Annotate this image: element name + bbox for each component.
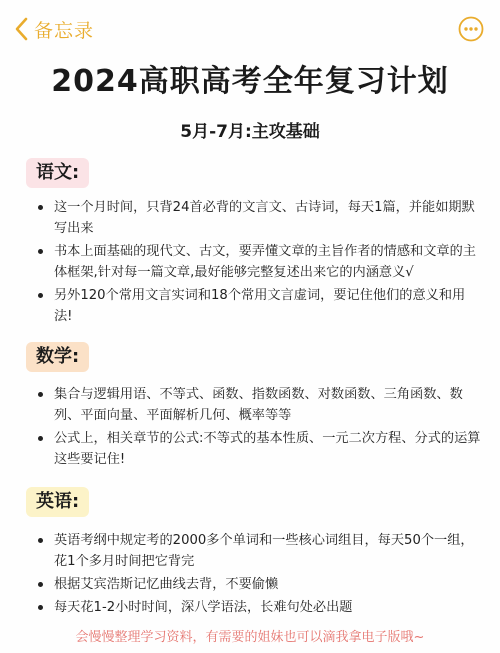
list-item: 英语考纲中规定考的2000多个单词和一些核心词组目，每天50个一组，花1个多月时间把它背完: [36, 530, 482, 572]
page-title: 2024高职高考全年复习计划: [51, 64, 449, 99]
math-plan-list: [36, 384, 482, 472]
footer-note: 会慢慢整理学习资料，有需要的姐妹也可以滴我拿电子版哦~: [75, 630, 425, 645]
navigation-bar: [0, 0, 500, 56]
list-item: 根据艾宾浩斯记忆曲线去背，不要偷懒: [36, 574, 482, 595]
chevron-left-icon: [14, 17, 28, 41]
section-heading-english: 英语:: [26, 487, 89, 517]
list-item: 这一个月时间，只背24首必背的文言文、古诗词，每天1篇，并能如期默写出来: [36, 197, 482, 239]
list-item: 书本上面基础的现代文、古文，要弄懂文章的主旨作者的情感和文章的主体框架,针对每一篇文章,最好能够完整复述出来它的内涵意义√: [36, 241, 482, 283]
section-heading-chinese: 语文:: [26, 158, 89, 188]
chinese-plan-list: [36, 197, 482, 329]
more-icon: [458, 27, 484, 46]
list-item: 另外120个常用文言实词和18个常用文言虚词，要记住他们的意义和用法!: [36, 285, 482, 327]
back-button[interactable]: [14, 16, 94, 42]
list-item: 集合与逻辑用语、不等式、函数、指数函数、对数函数、三角函数、数列、平面向量、平面解析几何、概率等等: [36, 384, 482, 426]
list-item: 公式上，相关章节的公式:不等式的基本性质、一元二次方程、分式的运算这些要记住!: [36, 428, 482, 470]
list-item: 每天花1-2小时时间，深八学语法，长难句处必出题: [36, 597, 482, 618]
section-heading-math: 数学:: [26, 342, 89, 372]
page-subtitle: 5月-7月:主攻基础: [180, 122, 320, 142]
back-label: 备忘录: [34, 19, 95, 42]
more-options-button[interactable]: [458, 16, 484, 42]
english-plan-list: [36, 530, 482, 620]
